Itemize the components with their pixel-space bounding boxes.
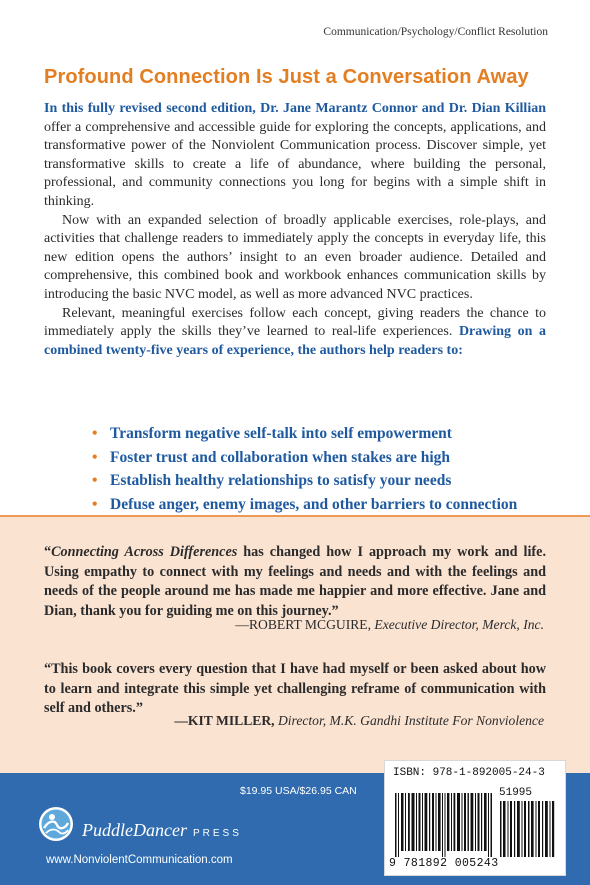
list-item — [92, 469, 570, 493]
attribution-name: —KIT MILLER, — [174, 713, 275, 728]
attribution-role: Director, M.K. Gandhi Institute For Nonviolence — [277, 713, 544, 728]
bullet-text: Defuse anger, enemy images, and other barriers to connection — [110, 495, 518, 513]
price-code-label: 51995 — [499, 787, 533, 799]
paragraph-1 — [44, 100, 546, 212]
testimonial-attribution — [174, 713, 544, 729]
paragraph-3-highlight: Drawing on a combined twenty-five years of experience, the authors help readers to: — [44, 324, 546, 358]
paragraph-2: Now with an expanded selection of broadly applicable exercises, role-plays, and activities that challenge readers to immediately apply the concepts in everyday life, this new edition opens the authors’ insight to an even broader audience. Detailed and comprehensive, this combined book and workbook enhances communication skills by introducing the basic NVC model, as well as more advanced NVC practices. — [44, 212, 546, 302]
paragraph-3 — [44, 305, 546, 361]
paragraph-1-lead: In this fully revised second edition, Dr. Jane Marantz Connor and Dr. Dian Killian — [44, 101, 546, 116]
publisher-logo-icon — [38, 806, 74, 842]
open-quote-mark: “ — [44, 544, 52, 560]
barcode-box — [384, 760, 566, 876]
list-item — [92, 422, 570, 446]
bullet-text: Transform negative self-talk into self empowerment — [110, 425, 452, 442]
bullet-icon: • — [92, 448, 98, 466]
category-label: Communication/Psychology/Conflict Resolution — [323, 26, 548, 38]
testimonial-quote — [44, 543, 546, 621]
isbn-label: ISBN: 978-1-892005-24-3 — [393, 767, 545, 779]
barcode-digits: 9 781892 005243 — [389, 857, 499, 870]
bullet-text: Establish healthy relationships to satisfy your needs — [110, 472, 452, 489]
book-title: Connecting Across Differences — [51, 544, 238, 560]
attribution-name: —ROBERT MCGUIRE, — [235, 617, 371, 632]
bullet-icon: • — [92, 472, 98, 489]
bullet-icon: • — [92, 495, 98, 513]
bullet-icon: • — [92, 425, 98, 442]
price-label: $19.95 USA/$26.95 CAN — [240, 785, 357, 797]
list-item — [92, 493, 570, 517]
brand-name: PuddleDancer — [82, 820, 187, 840]
description — [44, 100, 546, 360]
attribution-role: Executive Director, Merck, Inc. — [374, 617, 544, 632]
testimonial-attribution — [235, 617, 544, 633]
barcode-bars — [393, 785, 495, 857]
paragraph-1-rest: offer a comprehensive and accessible guide for exploring the concepts, applications, and transformative power of the Nonviolent Communication process. Discover simple, yet transformative skills to create a life of abundance, where building the personal, professional, and community connections you long for begins with a simple shift in thinking. — [44, 119, 546, 209]
website-link[interactable]: www.NonviolentCommunication.com — [46, 854, 233, 866]
paragraph-3-text: Relevant, meaningful exercises follow each concept, giving readers the chance to immediately apply the skills they’ve learned to real-life experiences. — [44, 305, 546, 340]
testimonial-quote: “This book covers every question that I have had myself or been asked about how to learn and integrate this simple yet challenging reframe of communication with self and others.” — [44, 661, 546, 716]
quote-text: has changed how I approach my work and life. Using empathy to connect with my feelings and needs and with the feelings and needs of the people around me has made me happier and more effective. Jane and Dian, thank you for guiding me on this journey.” — [44, 544, 546, 619]
testimonials-panel — [0, 515, 590, 775]
publisher-brand — [82, 820, 242, 841]
addon-barcode-bars — [499, 801, 557, 857]
brand-press: PRESS — [192, 828, 242, 839]
headline: Profound Connection Is Just a Conversation Away — [44, 66, 529, 88]
bullet-text: Foster trust and collaboration when stakes are high — [110, 448, 451, 466]
list-item — [92, 446, 570, 470]
